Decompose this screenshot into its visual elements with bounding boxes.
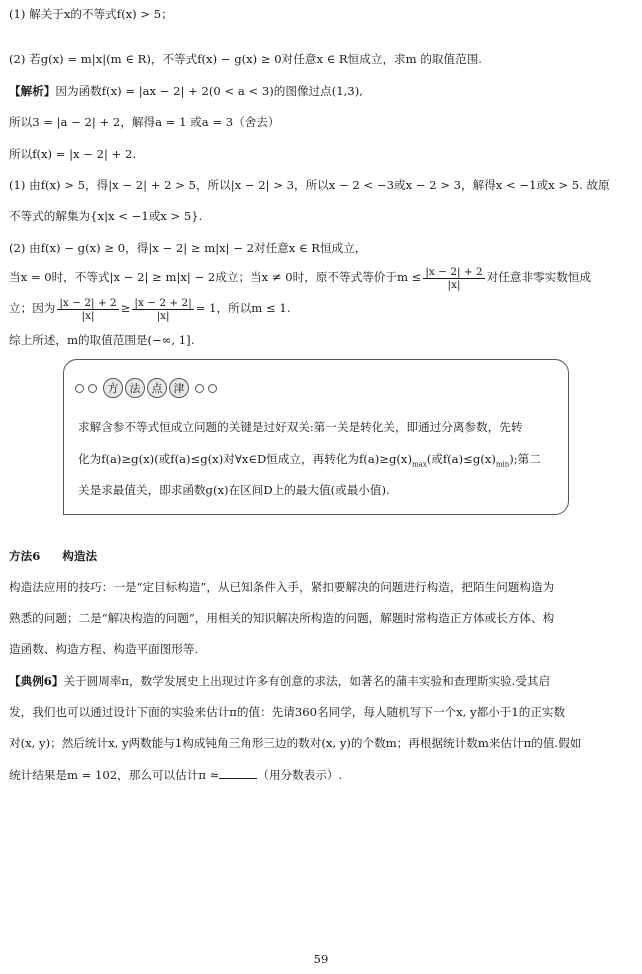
solution-1-line-2: 不等式的解集为{x|x < −1或x > 5}. bbox=[9, 209, 203, 223]
method-tip-line-2-c: );第二 bbox=[509, 452, 541, 466]
step-2: 所以f(x) = |x − 2| + 2. bbox=[9, 147, 137, 161]
solution-2-line-2-a: 当x = 0时，不等式|x − 2| ≥ m|x| − 2成立；当x ≠ 0时，原不等式等价于m ≤ bbox=[9, 270, 422, 284]
solution-2-line-3 bbox=[9, 295, 633, 323]
subscript-max: max bbox=[411, 460, 427, 469]
title-char: 津 bbox=[169, 378, 189, 398]
fraction-3-numerator: |x − 2 + 2| bbox=[134, 296, 192, 309]
analysis-text: 因为函数f(x) = |ax − 2| + 2(0 < a < 3)的图像过点(1,3), bbox=[55, 84, 363, 98]
page-number: 59 bbox=[313, 952, 329, 966]
method-tip-line-1: 求解含参不等式恒成立问题的关键是过好双关:第一关是转化关，即通过分离参数，先转 bbox=[78, 420, 523, 434]
fraction-1 bbox=[423, 266, 484, 291]
solution-2-line-3-c: = 1，所以m ≤ 1. bbox=[195, 301, 291, 315]
example-line-4-a: 统计结果是m = 102，那么可以估计π ≈ bbox=[9, 768, 220, 782]
method-tip-title bbox=[102, 378, 190, 398]
method-tip-box bbox=[63, 359, 569, 515]
step-1: 所以3 = |a − 2| + 2，解得a = 1 或a = 3（舍去） bbox=[9, 115, 280, 129]
fraction-2 bbox=[57, 297, 118, 322]
analysis-label: 【解析】 bbox=[9, 84, 56, 98]
conclusion: 综上所述，m的取值范围是(−∞, 1]. bbox=[9, 333, 195, 347]
fraction-3-denominator: |x| bbox=[156, 309, 170, 322]
solution-2-line-1: (2) 由f(x) − g(x) ≥ 0，得|x − 2| ≥ m|x| − 2对任意x ∈ R恒成立， bbox=[9, 241, 367, 255]
example-line-3: 对(x, y)；然后统计x, y两数能与1构成钝角三角形三边的数对(x, y)的个数m；再根据统计数m来估计π的值.假如 bbox=[9, 736, 582, 750]
dot-icon bbox=[195, 384, 204, 393]
example-line-4 bbox=[9, 766, 633, 784]
method-name: 构造法 bbox=[62, 549, 98, 563]
fraction-1-denominator: |x| bbox=[447, 278, 461, 291]
method-line-2: 熟悉的问题；二是“解决构造的问题”，用相关的知识解决所构造的问题，解题时常构造正方体或长方体、构 bbox=[9, 611, 555, 625]
example-line-4-b: （用分数表示）. bbox=[257, 768, 343, 782]
title-char: 法 bbox=[125, 378, 145, 398]
method-heading bbox=[9, 547, 633, 565]
answer-blank[interactable] bbox=[219, 768, 257, 779]
analysis-line bbox=[9, 82, 633, 100]
fraction-3 bbox=[132, 297, 193, 322]
method-tip-line-2-b: (或f(a)≤g(x) bbox=[426, 452, 496, 466]
fraction-2-numerator: |x − 2| + 2 bbox=[59, 296, 117, 309]
method-tip-line-3: 关是求最值关，即求函数g(x)在区间D上的最大值(或最小值). bbox=[78, 483, 390, 497]
fraction-2-denominator: |x| bbox=[81, 309, 95, 322]
title-char: 点 bbox=[147, 378, 167, 398]
solution-2-line-3-a: 立；因为 bbox=[9, 301, 56, 315]
dot-icon bbox=[208, 384, 217, 393]
example-text-1: 关于圆周率π，数学发展史上出现过许多有创意的求法，如著名的蒲丰实验和查理斯实验.受其启 bbox=[63, 674, 551, 688]
solution-1-line-1: (1) 由f(x) > 5，得|x − 2| + 2 > 5，所以|x − 2| > 3，所以x − 2 < −3或x − 2 > 3，解得x < −1或x > 5. 故原 bbox=[9, 178, 610, 192]
example-label: 【典例6】 bbox=[9, 674, 64, 688]
solution-2-line-2 bbox=[9, 264, 633, 292]
solution-2-line-3-b: ≥ bbox=[120, 301, 131, 315]
example-line-2: 发，我们也可以通过设计下面的实验来估计π的值：先请360名同学，每人随机写下一个x, y都小于1的正实数 bbox=[9, 705, 566, 719]
method-tip-header bbox=[73, 378, 219, 398]
method-tip-line-2-a: 化为f(a)≥g(x)(或f(a)≤g(x)对∀x∈D恒成立，再转化为f(a)≥g(x) bbox=[78, 452, 412, 466]
solution-2-line-2-b: 对任意非零实数恒成 bbox=[486, 270, 592, 284]
dot-icon bbox=[75, 384, 84, 393]
question-1: (1) 解关于x的不等式f(x) > 5； bbox=[9, 7, 173, 21]
example-line-1 bbox=[9, 672, 633, 690]
method-title: 方法6 bbox=[9, 549, 41, 563]
method-line-1: 构造法应用的技巧：一是“定目标构造”，从已知条件入手，紧扣要解决的问题进行构造，把陌生问题构造为 bbox=[9, 580, 555, 594]
fraction-1-numerator: |x − 2| + 2 bbox=[425, 265, 483, 278]
title-char: 方 bbox=[103, 378, 123, 398]
method-line-3: 造函数、构造方程、构造平面图形等. bbox=[9, 642, 199, 656]
method-tip-line-2 bbox=[78, 450, 563, 473]
subscript-min: min bbox=[495, 460, 510, 469]
question-2: (2) 若g(x) = m|x|(m ∈ R)，不等式f(x) − g(x) ≥ 0对任意x ∈ R恒成立，求m 的取值范围. bbox=[9, 52, 482, 66]
dot-icon bbox=[88, 384, 97, 393]
